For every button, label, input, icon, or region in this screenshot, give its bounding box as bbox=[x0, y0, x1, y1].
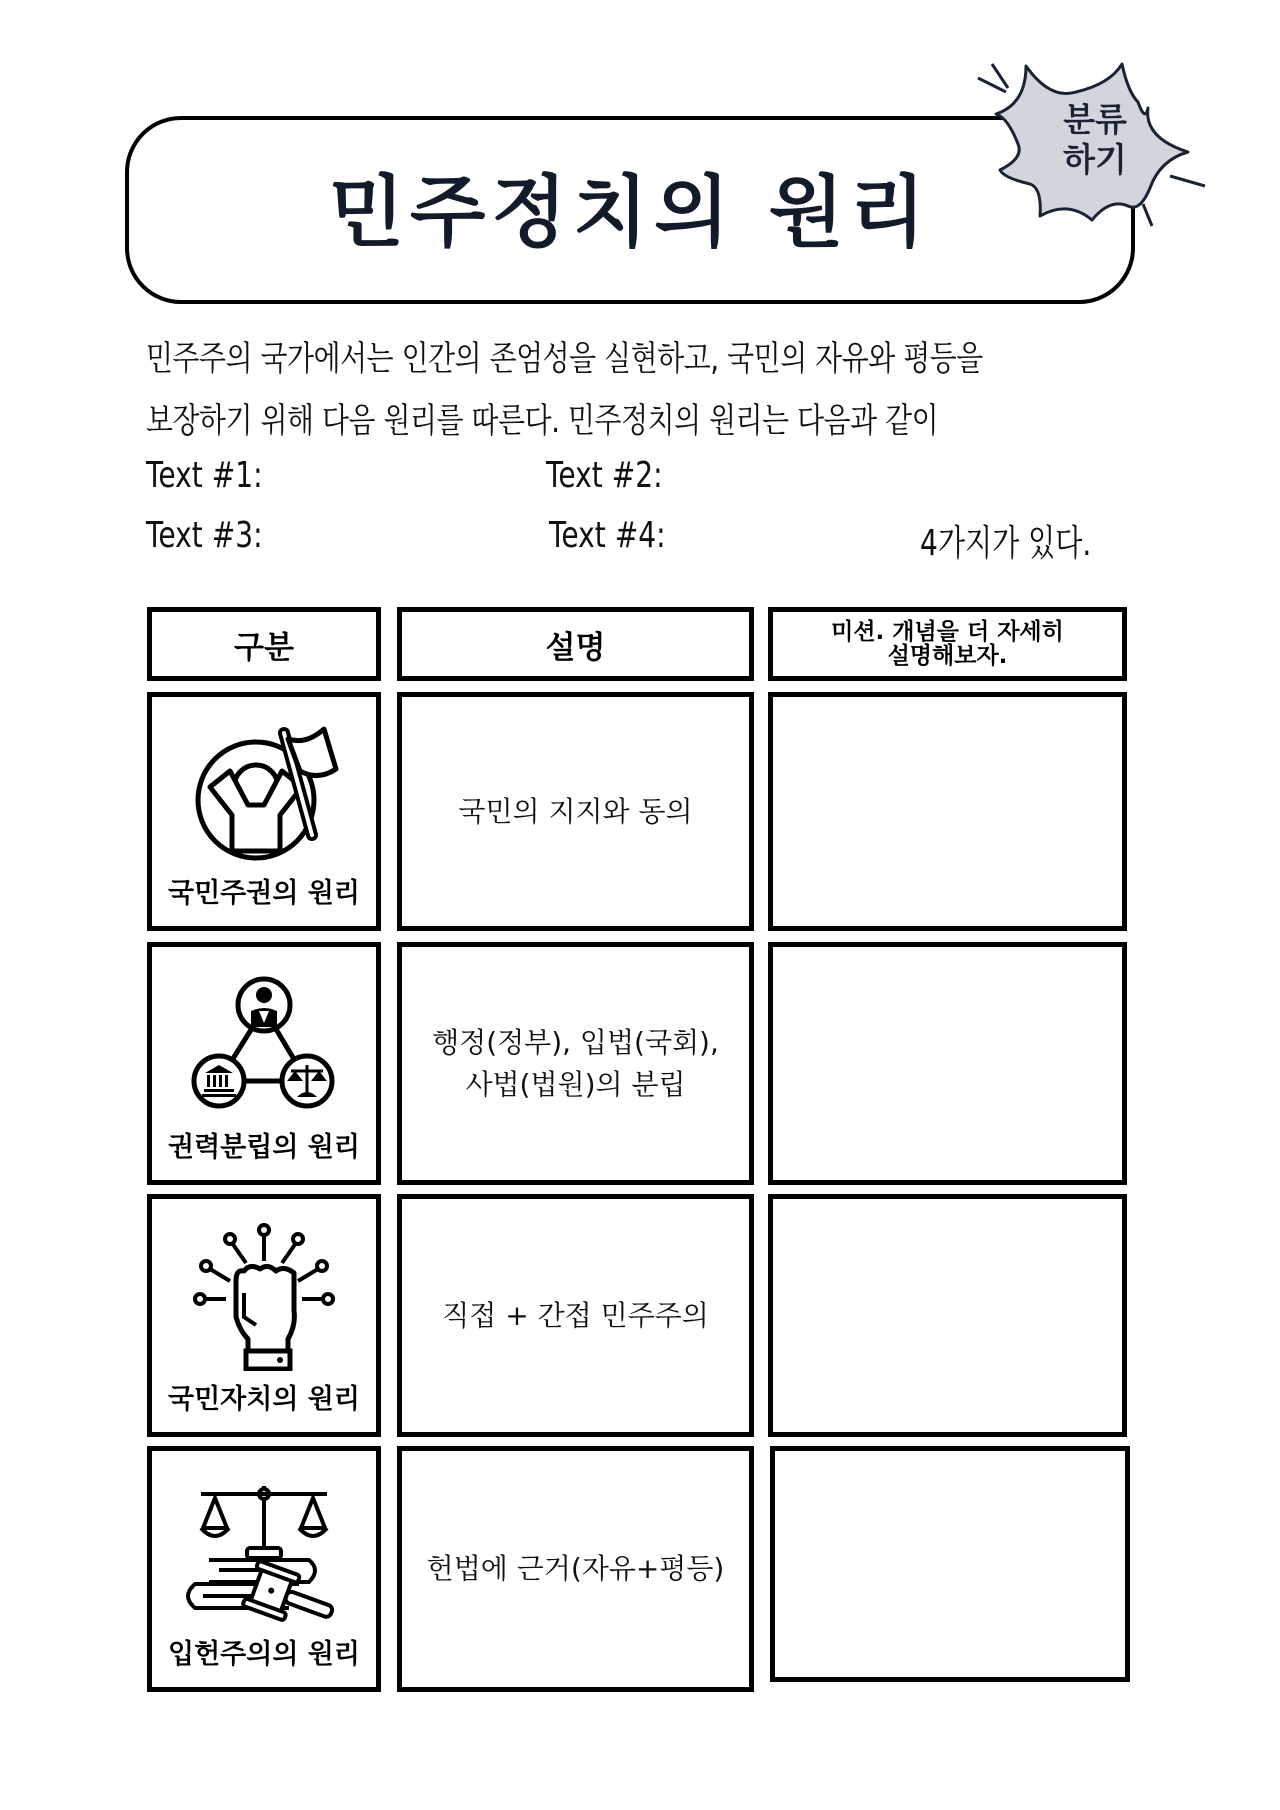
raised-flag-person-icon bbox=[184, 715, 344, 865]
table-row-description bbox=[397, 1194, 754, 1437]
description-line-1: 국민의 지지와 동의 bbox=[458, 794, 693, 828]
description-line-2: 사법(법원)의 분립 bbox=[465, 1067, 686, 1101]
category-label: 입헌주의의 원리 bbox=[168, 1639, 360, 1670]
header-description bbox=[397, 607, 754, 681]
table-row-category bbox=[147, 1446, 381, 1692]
category-label: 국민자치의 원리 bbox=[168, 1384, 360, 1415]
description-line-1: 행정(정부), 입법(국회), bbox=[432, 1025, 719, 1059]
header-category bbox=[147, 607, 381, 681]
description-line-1: 헌법에 근거(자유+평등) bbox=[426, 1552, 725, 1585]
header-mission-line-1: 미션. 개념을 더 자세히 bbox=[831, 619, 1064, 645]
mission-answer-box-4[interactable] bbox=[770, 1446, 1130, 1682]
text-slot-2: Text #2: bbox=[546, 455, 663, 496]
table-row-description bbox=[397, 692, 754, 931]
mission-answer-box-2[interactable] bbox=[768, 942, 1127, 1185]
category-label: 권력분립의 원리 bbox=[168, 1132, 360, 1163]
badge-line-1: 분류 bbox=[1063, 100, 1127, 139]
raised-fist-icon bbox=[184, 1221, 344, 1371]
intro-paragraph bbox=[146, 328, 999, 452]
text-slot-3: Text #3: bbox=[146, 515, 263, 556]
classify-badge bbox=[1040, 100, 1150, 180]
badge-line-2: 하기 bbox=[1063, 140, 1127, 179]
intro-tail: 4가지가 있다. bbox=[920, 523, 1092, 564]
mission-answer-box-1[interactable] bbox=[768, 692, 1127, 931]
intro-line-1: 민주주의 국가에서는 인간의 존엄성을 실현하고, 국민의 자유와 평등을 bbox=[146, 339, 983, 379]
table-row-category bbox=[147, 942, 381, 1185]
text-slot-4: Text #4: bbox=[549, 515, 666, 556]
header-mission bbox=[768, 607, 1127, 681]
text-slot-1: Text #1: bbox=[146, 455, 263, 496]
table-row-category bbox=[147, 1194, 381, 1437]
mission-answer-box-3[interactable] bbox=[768, 1194, 1127, 1437]
table-row-category bbox=[147, 692, 381, 931]
header-mission-line-2: 설명해보자. bbox=[887, 643, 1008, 669]
table-row-description bbox=[397, 942, 754, 1185]
table-row-description bbox=[397, 1446, 754, 1692]
intro-line-2: 보장하기 위해 다음 원리를 따른다. 민주정치의 원리는 다음과 같이 bbox=[146, 401, 939, 441]
category-label: 국민주권의 원리 bbox=[168, 878, 360, 909]
page-title: 민주정치의 원리 bbox=[328, 168, 932, 258]
header-category-label: 구분 bbox=[234, 629, 294, 666]
header-description-label: 설명 bbox=[545, 629, 606, 666]
description-line-1: 직접 + 간접 민주주의 bbox=[442, 1298, 709, 1332]
separation-of-powers-icon bbox=[179, 969, 349, 1119]
scales-books-gavel-icon bbox=[179, 1476, 349, 1626]
